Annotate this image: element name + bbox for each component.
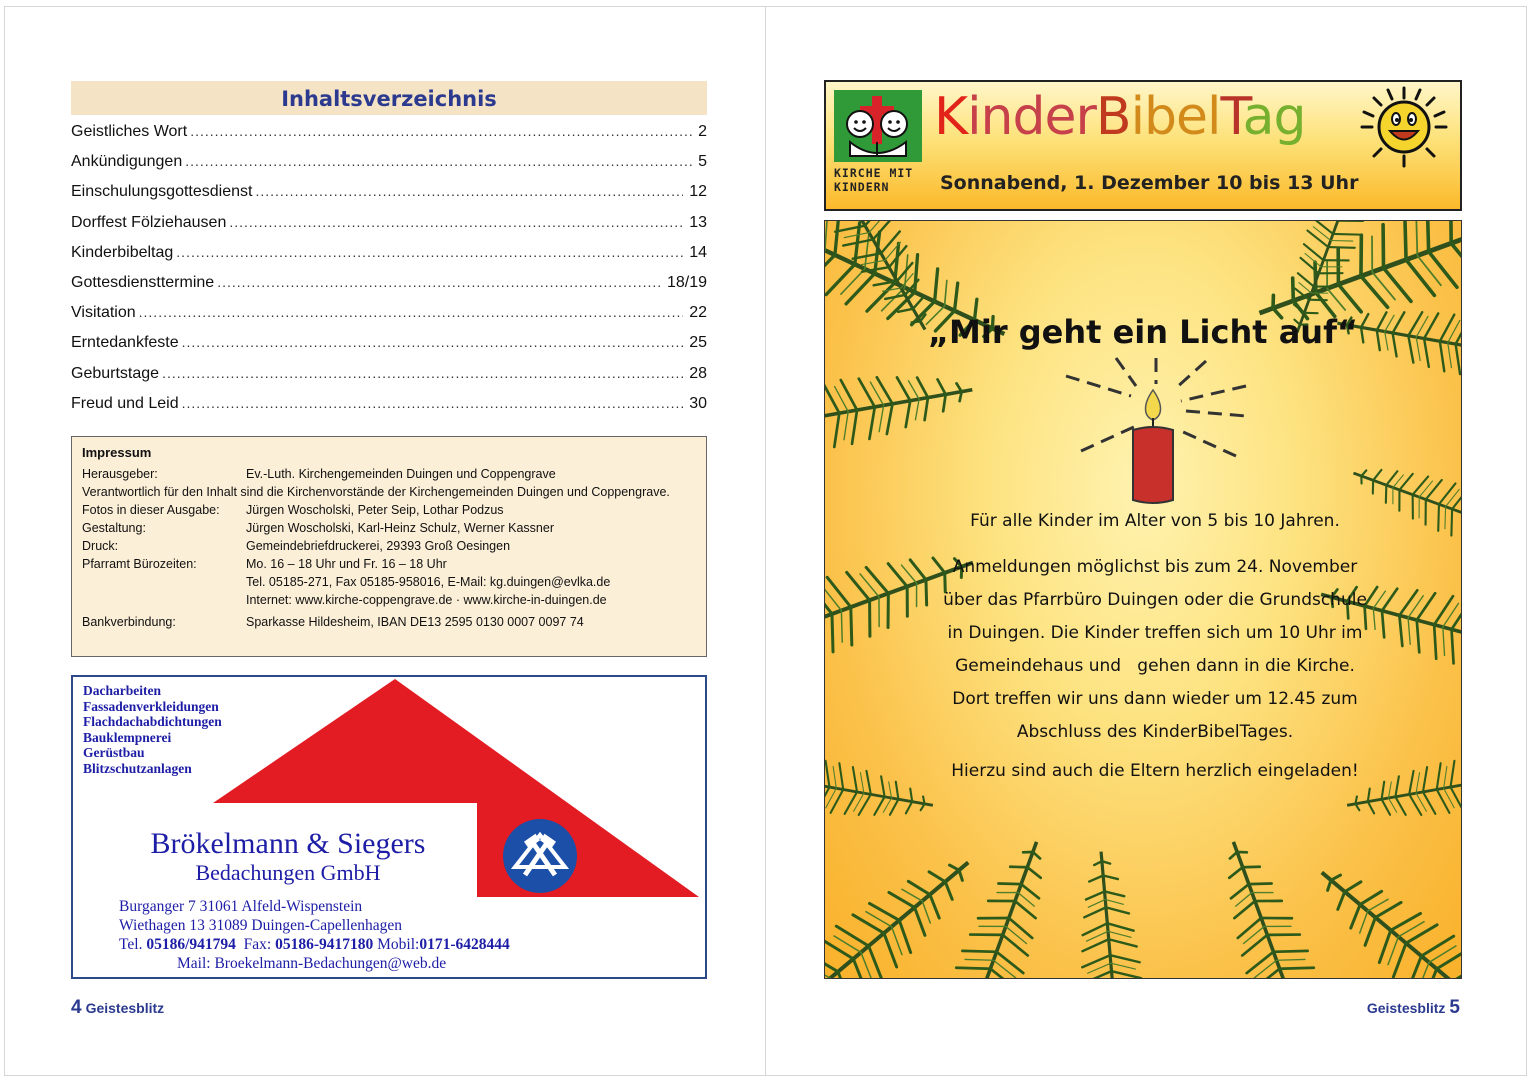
impressum-contact: Tel. 05185-271, Fax 05185-958016, E-Mail: kg.duingen@evlka.de (246, 575, 611, 589)
event-poster (824, 220, 1462, 979)
impressum-row: Fotos in dieser Ausgabe: Jürgen Woscholski, Peter Seip, Lothar Podzus (82, 503, 504, 517)
footer-label: Geistesblitz (1366, 1000, 1446, 1016)
children-cross-icon (834, 90, 922, 162)
toc-entry: Geburtstage ..... 28 (71, 365, 707, 395)
poster-body (865, 509, 1445, 783)
footer-label: Geistesblitz (85, 1000, 165, 1016)
impressum-responsible: Verantwortlich für den Inhalt sind die Kirchenvorstände der Kirchengemeinden Duingen und Coppengrave. (82, 485, 670, 499)
toc-entry: Ankündigungen ..... 5 (71, 153, 707, 183)
event-date: Sonnabend, 1. Dezember 10 bis 13 Uhr (940, 172, 1359, 194)
ad-email: Mail: Broekelmann-Bedachungen@web.de (177, 955, 447, 972)
registration-text: Anmeldungen möglichst bis zum 24. November über das Pfarrbüro Duingen oder die Grundschule in Duingen. Die Kinder treffen sich um 10 Uhr im Gemeindehaus und gehen dann in die Kirche. Dort treffen wir uns dann wieder um 12.45 zum Abschluss des KinderBibelTages. (943, 557, 1367, 742)
ad-phone-line: Tel. 05186/941794 Fax: 05186-9417180 Mobil:0171-6428444 (119, 936, 510, 953)
impressum-internet: Internet: www.kirche-coppengrave.de · www.kirche-in-duingen.de (246, 593, 607, 607)
impressum-row: Herausgeber: Ev.-Luth. Kirchengemeinden Duingen und Coppengrave (82, 467, 556, 481)
toc-heading-bar (71, 81, 707, 115)
toc-entry: Erntedankfeste ..... 25 (71, 334, 707, 364)
impressum-row (82, 573, 696, 591)
smiling-sun-icon (1354, 84, 1454, 170)
impressum-title: Impressum (82, 445, 152, 460)
kirche-mit-kindern-text: KIRCHE MIT KINDERN (834, 166, 914, 194)
ad-services-list: Dacharbeiten Fassadenverkleidungen Flachdachabdichtungen Bauklempnerei Gerüstbau Blitzschutzanlagen (83, 683, 222, 776)
right-page (765, 6, 1527, 1076)
invite-line: Hierzu sind auch die Eltern herzlich eingeladen! (951, 761, 1359, 781)
left-page (4, 6, 766, 1076)
candle-icon (1061, 356, 1251, 506)
impressum-row: Gestaltung: Jürgen Woscholski, Karl-Heinz Schulz, Werner Kassner (82, 521, 554, 535)
toc-entry: Visitation ..... 22 (71, 304, 707, 334)
page-number: 5 (1449, 997, 1460, 1018)
page-number: 4 (71, 997, 82, 1018)
toc-list (71, 123, 707, 425)
toc-heading: Inhaltsverzeichnis (281, 87, 497, 111)
footer-left (71, 997, 164, 1019)
impressum-row: Druck: Gemeindebriefdruckerei, 29393 Groß Oesingen (82, 539, 511, 553)
impressum-row: Bankverbindung: Sparkasse Hildesheim, IBAN DE13 2595 0130 0007 0097 74 (82, 615, 584, 629)
toc-entry: Freud und Leid ..... 30 (71, 395, 707, 425)
kirche-mit-kindern-logo (834, 90, 922, 162)
impressum-row (82, 591, 696, 609)
ad-contact-block (119, 897, 510, 973)
poster-headline: „Mir geht ein Licht auf“ (927, 313, 1359, 351)
kinderbibeltag-title: KinderBibelTag (934, 87, 1306, 147)
roofing-advertisement (71, 675, 707, 979)
ad-address-2: Wiethagen 13 31089 Duingen-Capellenhagen (119, 917, 403, 934)
impressum-box (71, 436, 707, 657)
impressum-row: Pfarramt Bürozeiten: Mo. 16 – 18 Uhr und Fr. 16 – 18 Uhr (82, 557, 447, 571)
kinderbibeltag-banner (824, 80, 1462, 211)
toc-entry: Geistliches Wort ..... 2 (71, 123, 707, 153)
toc-entry: Gottesdiensttermine ..... 18/19 (71, 274, 707, 304)
toc-entry: Dorffest Fölziehausen ..... 13 (71, 214, 707, 244)
toc-entry: Kinderbibeltag ..... 14 (71, 244, 707, 274)
age-line: Für alle Kinder im Alter von 5 bis 10 Jahren. (970, 511, 1340, 531)
ad-company-name: Brökelmann & Siegers Bedachungen GmbH (150, 827, 426, 885)
footer-right (1367, 997, 1460, 1019)
toc-entry: Einschulungsgottesdienst ..... 12 (71, 183, 707, 213)
roofer-guild-logo-icon (501, 817, 579, 895)
ad-address-1: Burganger 7 31061 Alfeld-Wispenstein (119, 898, 363, 915)
